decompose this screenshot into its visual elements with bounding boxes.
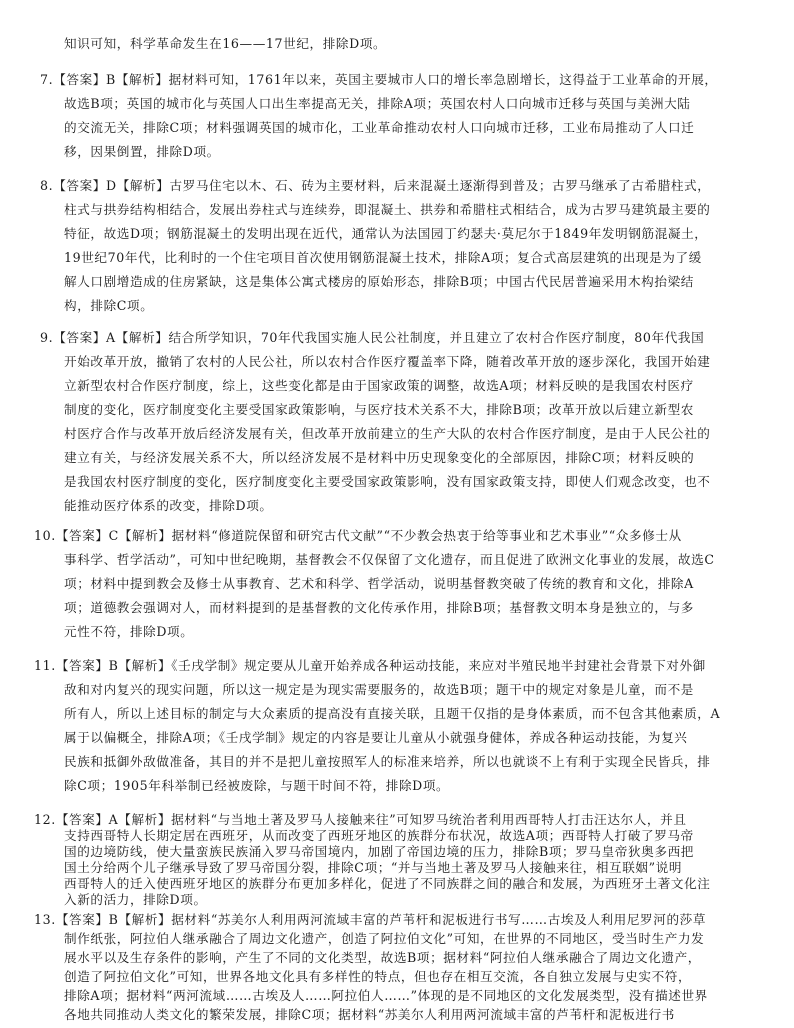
text-line: 故选B项；英国的城市化与英国人口出生率提高无关，排除A项；英国农村人口向城市迁移与英国与美洲大陆 <box>64 96 691 111</box>
text-line: 是我国农村医疗制度的变化，医疗制度变化主要受国家政策影响，没有国家政策支持，即使人们观念改变，也不 <box>64 474 711 489</box>
text-line: 能推动医疗体系的改变，排除D项。 <box>64 498 273 513</box>
text-line: 12.【答案】A【解析】据材料“与当地土著及罗马人接触来往”可知罗马统治者利用西哥特人打击汪达尔人，并且 <box>34 812 687 827</box>
text-line: 构，排除C项。 <box>64 298 154 313</box>
text-line: 立新型农村合作医疗制度，综上，这些变化都是由于国家政策的调整，故选A项；材料反映的是我国农村医疗 <box>64 378 694 393</box>
text-line: 除C项；1905年科举制已经被废除，与题干时间不符，排除D项。 <box>64 778 450 793</box>
text-line: 柱式与拱券结构相结合，发展出券柱式与连续券，即混凝土、拱券和希腊柱式相结合，成为古罗马建筑最主要的 <box>64 202 711 217</box>
text-line: 13.【答案】B【解析】据材料“苏美尔人利用两河流域丰富的芦苇杆和泥板进行书写……古埃及人利用尼罗河的莎草 <box>34 912 707 927</box>
text-line: 开始改革开放，撤销了农村的人民公社，所以农村合作医疗覆盖率下降，随着改革开放的逐步深化，我国开始建 <box>64 354 711 369</box>
text-line: 项；道德教会强调对人，而材料提到的是基督教的文化传承作用，排除B项；基督教文明本身是独立的，与多 <box>64 600 694 615</box>
text-line: 国的边境防线，使大量蛮族民族涌入罗马帝国境内，加剧了帝国边境的压力，排除B项；罗马皇帝狄奥多西把 <box>64 844 694 859</box>
text-line: 知识可知，科学革命发生在16——17世纪，排除D项。 <box>64 36 387 51</box>
text-line: 9.【答案】A【解析】结合所学知识，70年代我国实施人民公社制度，并且建立了农村合作医疗制度，80年代我国 <box>40 330 705 345</box>
text-line: 的交流无关，排除C项；材料强调英国的城市化，工业革命推动农村人口向城市迁移，工业布局推动了人口迁 <box>64 120 695 135</box>
text-line: 创造了阿拉伯文化”可知，世界各地文化具有多样性的特点，但也存在相互交流，各自独立发展与史实不符， <box>64 969 692 984</box>
text-line: 11.【答案】B【解析】《壬戌学制》规定要从儿童开始养成各种运动技能，来应对半殖民地半封建社会背景下对外御 <box>34 658 706 673</box>
text-line: 制作纸张，阿拉伯人继承融合了周边文化遗产，创造了阿拉伯文化”可知，在世界的不同地区，受当时生产力发 <box>64 931 705 946</box>
text-line: 支持西哥特人长期定居在西班牙，从而改变了西班牙地区的族群分布状况，故选A项；西哥特人打破了罗马帝 <box>64 828 694 843</box>
text-line: 国土分给两个儿子继承导致了罗马帝国分裂，排除C项；“并与当地土著及罗马人接触来往，相互联姻”说明 <box>64 860 683 875</box>
text-line: 入新的活力，排除D项。 <box>64 892 207 907</box>
text-line: 排除A项；据材料“两河流域……古埃及人……阿拉伯人……”体现的是不同地区的文化发展类型，没有描述世界 <box>64 988 708 1003</box>
text-line: 所有人，所以上述目标的制定与大众素质的提高没有直接关联，且题干仅指的是身体素质，而不包含其他素质，A <box>64 706 721 721</box>
text-line: 属于以偏概全，排除A项；《壬戌学制》规定的内容是要让儿童从小就强身健体，养成各种运动技能，为复兴 <box>64 730 688 745</box>
text-line: 制度的变化，医疗制度变化主要受国家政策影响，与医疗技术关系不大，排除B项；改革开放以后建立新型农 <box>64 402 694 417</box>
text-line: 展水平以及生存条件的影响，产生了不同的文化类型，故选B项；据材料“阿拉伯人继承融合了周边文化遗产， <box>64 950 701 965</box>
text-line: 建立有关，与经济发展关系不大，所以经济发展不是材料中历史现象变化的全部原因，排除C项；材料反映的 <box>64 450 695 465</box>
text-line: 民族和抵御外敌做准备，其目的并不是把儿童按照军人的标准来培养，所以也就谈不上有利于实现全民皆兵，排 <box>64 754 711 769</box>
text-line: 敌和对内复兴的现实问题，所以这一规定是为现实需要服务的，故选B项；题干中的规定对象是儿童，而不是 <box>64 682 694 697</box>
text-line: 移，因果倒置，排除D项。 <box>64 144 220 159</box>
text-line: 特征，故选D项；钢筋混凝土的发明出现在近代，通常认为法国园丁约瑟夫·莫尼尔于1849年发明钢筋混凝土， <box>64 226 708 241</box>
text-line: 元性不符，排除D项。 <box>64 624 194 639</box>
text-line: 西哥特人的迁入使西班牙地区的族群分布更加多样化，促进了不同族群之间的融合和发展，为西班牙土著文化注 <box>64 876 711 891</box>
text-line: 项；材料中提到教会及修士从事教育、艺术和科学、哲学活动，说明基督教突破了传统的教育和文化，排除A <box>64 576 694 591</box>
text-line: 各地共同推动人类文化的繁荣发展，排除C项；据材料“苏美尔人利用两河流域丰富的芦苇杆和泥板进行书 <box>64 1007 675 1022</box>
text-line: 19世纪70年代，比利时的一个住宅项目首次使用钢筋混凝土技术，排除A项；复合式高层建筑的出现是为了缓 <box>64 250 702 265</box>
text-line: 8.【答案】D【解析】古罗马住宅以木、石、砖为主要材料，后来混凝土逐渐得到普及；古罗马继承了古希腊柱式， <box>40 178 711 193</box>
text-line: 事科学、哲学活动”，可知中世纪晚期，基督教会不仅保留了文化遗存，而且促进了欧洲文化事业的发展，故选C <box>64 552 715 567</box>
text-line: 10.【答案】C【解析】据材料“修道院保留和研究古代文献”“不少教会热衷于给等事业和艺术事业”“众多修士从 <box>34 528 682 543</box>
text-line: 7.【答案】B【解析】据材料可知，1761年以来，英国主要城市人口的增长率急剧增长，这得益于工业革命的开展， <box>40 72 718 87</box>
text-line: 村医疗合作与改革开放后经济发展有关，但改革开放前建立的生产大队的农村合作医疗制度，是由于人民公社的 <box>64 426 711 441</box>
text-line: 解人口剧增造成的住房紧缺，这是集体公寓式楼房的原始形态，排除B项；中国古代民居普遍采用木构抬梁结 <box>64 274 694 289</box>
